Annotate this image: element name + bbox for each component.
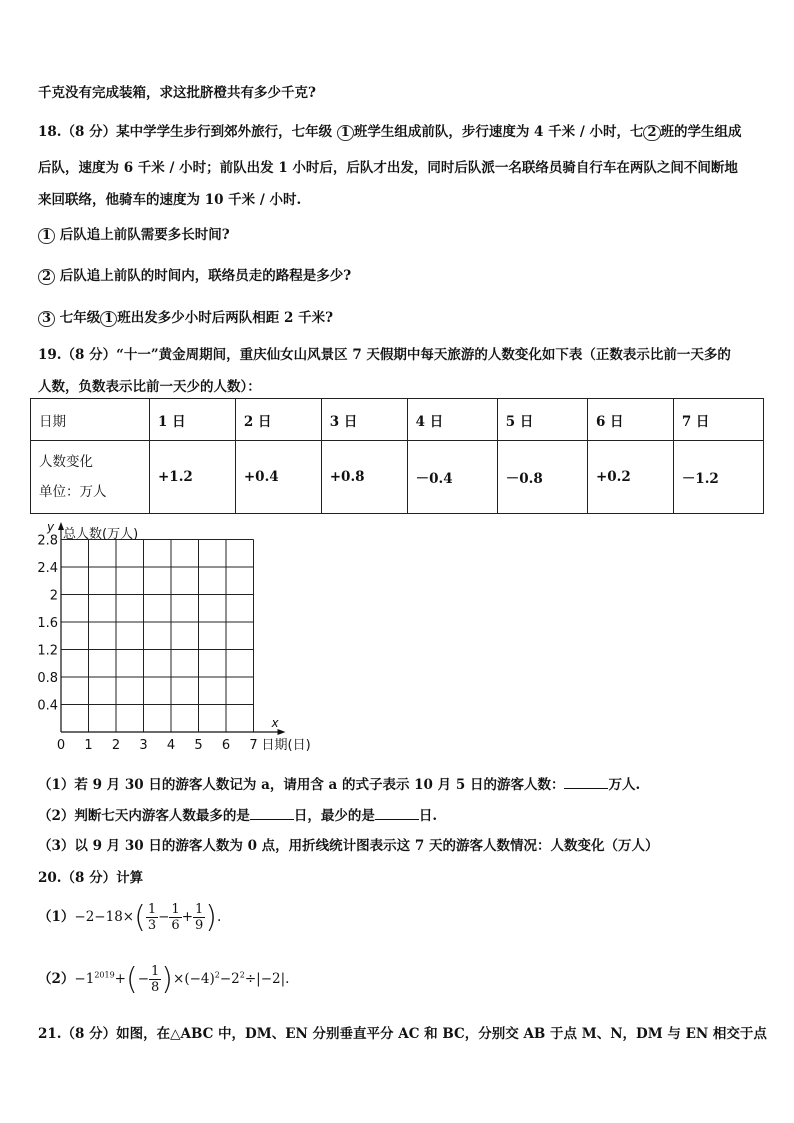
- q18-sub3-num: 3: [38, 311, 55, 327]
- y-tick-label: 2: [49, 588, 58, 604]
- table-day: 7 日: [673, 399, 763, 441]
- table-header-label: 日期: [31, 399, 150, 441]
- x-axis-label: 日期(日): [261, 738, 311, 753]
- intro-line: 千克没有完成装箱，求这批脐橙共有多少千克?: [38, 85, 316, 101]
- q18-sub1-text: 后队追上前队需要多长时间?: [59, 227, 230, 243]
- x-tick-label: 0: [56, 738, 66, 753]
- q18-class-2: 2: [643, 125, 660, 141]
- table-day: 3 日: [321, 399, 407, 441]
- denominator: 8: [151, 980, 160, 995]
- q19-sub2: [38, 804, 437, 824]
- expr-part: ÷|−2|.: [244, 971, 290, 987]
- right-paren: ): [205, 900, 218, 935]
- q20-number: 20.（8 分）: [38, 870, 117, 886]
- table-change-cell: －0.4: [407, 441, 497, 514]
- table-change-cell: +1.2: [150, 441, 236, 514]
- denominator: 9: [195, 918, 204, 933]
- q18-number: 18.（8 分）: [38, 124, 117, 140]
- q19-sub2-text-a: （2）判断七天内游客人数最多的是: [38, 808, 250, 824]
- row-label-1: 人数变化: [39, 454, 93, 470]
- q18-line1: [38, 120, 742, 141]
- left-paren: (: [134, 900, 146, 935]
- q21-line1: [38, 1022, 767, 1042]
- y-tick-label: 2.8: [37, 533, 58, 549]
- q18-sub3-text-b: 班出发多少小时后两队相距 2 千米?: [117, 310, 333, 326]
- q19-sub1: [38, 773, 640, 793]
- q19-sub1-unit: 万人.: [608, 777, 641, 793]
- x-tick-label: 2: [111, 738, 121, 753]
- table-change-cell: －1.2: [673, 441, 763, 514]
- operator: +: [114, 971, 126, 987]
- q18-sub3: [38, 306, 333, 327]
- q19-sub1-text: （1）若 9 月 30 日的游客人数记为 a，请用含 a 的式子表示 10 月 5 日的游客人数：: [38, 777, 565, 793]
- sign: −: [137, 971, 150, 987]
- fraction: [146, 902, 158, 933]
- tourist-line-chart: [26, 520, 326, 755]
- denominator: 6: [171, 918, 180, 933]
- numerator: 1: [147, 902, 157, 917]
- y-tick-label: 0.4: [37, 698, 58, 714]
- q20-sub1-expr: −2−18×: [74, 909, 135, 925]
- q18-text-c: 班的学生组成: [660, 124, 742, 140]
- left-paren: (: [125, 962, 138, 997]
- q20-sub2: [38, 962, 289, 997]
- table-change-cell: +0.2: [587, 441, 673, 514]
- y-axis-label: 总人数(万人): [63, 527, 139, 542]
- period: .: [217, 909, 222, 925]
- q18-sub3-text-a: 七年级: [59, 310, 101, 326]
- table-row-dates: [31, 399, 764, 441]
- exponent: 2019: [94, 970, 115, 980]
- y-tick-label: 1.2: [37, 643, 58, 659]
- expr-part: ×(−4): [173, 971, 215, 987]
- table-row-label: [31, 441, 150, 514]
- q19-line1: [38, 343, 731, 363]
- q18-sub1: [38, 223, 230, 244]
- numerator: 1: [151, 964, 160, 979]
- q18-sub3-class: 1: [100, 311, 117, 327]
- x-tick-label: 1: [84, 738, 93, 753]
- table-change-cell: －0.8: [497, 441, 587, 514]
- table-change-cell: +0.4: [235, 441, 321, 514]
- q18-line2: 后队，速度为 6 千米 / 小时；前队出发 1 小时后，后队才出发，同时后队派一名联络员骑自行车在两队之间不间断地: [38, 160, 738, 176]
- q19-sub3: （3）以 9 月 30 日的游客人数为 0 点，用折线统计图表示这 7 天的游客人数情况：人数变化（万人）: [38, 838, 659, 854]
- q21-text: 如图，在△ABC 中，DM、EN 分别垂直平分 AC 和 BC，分别交 AB 于点 M、N，DM 与 EN 相交于点: [116, 1026, 767, 1042]
- y-axis-letter: y: [47, 520, 55, 534]
- table-day: 1 日: [150, 399, 236, 441]
- table-day: 2 日: [235, 399, 321, 441]
- tourist-change-table: [30, 398, 764, 514]
- x-axis-arrow: [278, 729, 286, 735]
- table-day: 4 日: [407, 399, 497, 441]
- q18-sub2-text: 后队追上前队的时间内，联络员走的路程是多少?: [59, 268, 352, 284]
- q21-number: 21.（8 分）: [38, 1026, 117, 1042]
- answer-blank[interactable]: [564, 776, 608, 789]
- q20-sub1-num: （1）: [38, 909, 75, 925]
- expr-part: −1: [74, 971, 95, 987]
- x-tick-label: 6: [221, 738, 231, 753]
- exponent: 2: [239, 970, 245, 980]
- q18-sub2: [38, 264, 351, 285]
- table-row-changes: [31, 441, 764, 514]
- x-tick-label: 5: [194, 738, 203, 753]
- denominator: 3: [147, 918, 157, 933]
- q20-sub2-num: （2）: [38, 971, 75, 987]
- fraction: [149, 964, 161, 995]
- x-axis-letter: x: [271, 716, 279, 730]
- numerator: 1: [171, 902, 180, 917]
- fraction: [169, 902, 181, 933]
- q20-sub1: [38, 900, 221, 935]
- table-change-cell: +0.8: [321, 441, 407, 514]
- q18-text-a: 某中学学生步行到郊外旅行，七年级: [116, 124, 333, 140]
- q18-class-1: 1: [337, 125, 354, 141]
- x-tick-label: 3: [139, 738, 148, 753]
- q18-sub1-num: 1: [38, 228, 55, 244]
- exponent: 2: [214, 970, 220, 980]
- answer-blank[interactable]: [250, 807, 294, 820]
- x-tick-label: 7: [249, 738, 258, 753]
- expr-part: −2: [219, 971, 240, 987]
- operator: +: [181, 909, 194, 925]
- row-label-2: 单位：万人: [39, 484, 107, 500]
- q19-number: 19.（8 分）: [38, 347, 117, 363]
- q19-line2: 人数，负数表示比前一天少的人数）：: [38, 379, 261, 395]
- q19-text: “十一”黄金周期间，重庆仙女山风景区 7 天假期中每天旅游的人数变化如下表（正数表示比前一天多的: [116, 347, 731, 363]
- table-day: 6 日: [587, 399, 673, 441]
- q18-text-b: 班学生组成前队，步行速度为 4 千米 / 小时，七: [353, 124, 644, 140]
- y-tick-label: 1.6: [37, 616, 58, 631]
- y-tick-label: 0.8: [37, 671, 58, 686]
- q18-sub2-num: 2: [38, 269, 55, 285]
- q20-title: 计算: [116, 870, 144, 886]
- answer-blank[interactable]: [375, 807, 419, 820]
- x-tick-label: 4: [166, 738, 176, 753]
- q20-heading: [38, 866, 143, 886]
- operator: −: [158, 909, 170, 925]
- fraction: [193, 902, 205, 933]
- q18-line3: 来回联络，他骑车的速度为 10 千米 / 小时.: [38, 192, 302, 208]
- table-day: 5 日: [497, 399, 587, 441]
- q19-sub2-text-c: 日.: [418, 808, 438, 824]
- right-paren: ): [161, 962, 174, 997]
- q19-sub2-text-b: 日，最少的是: [293, 808, 375, 824]
- y-tick-label: 2.4: [37, 561, 58, 576]
- numerator: 1: [195, 902, 204, 917]
